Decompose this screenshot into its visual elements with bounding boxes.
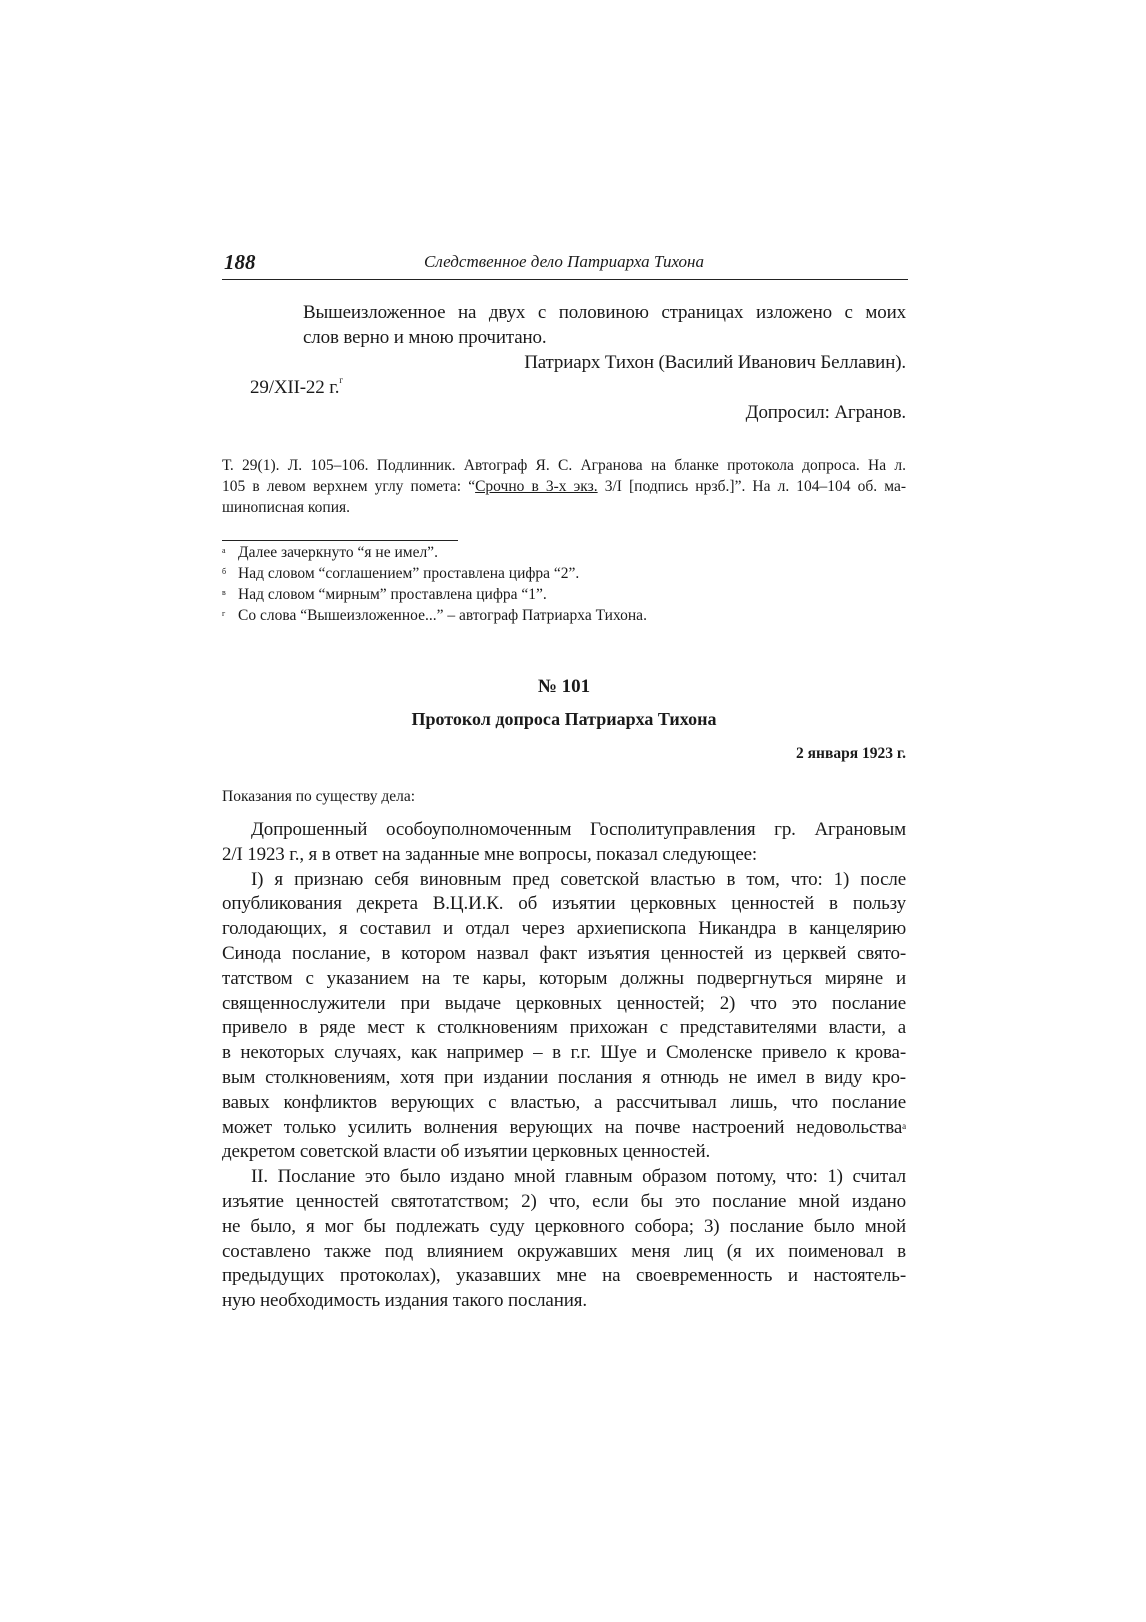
statement [303, 301, 906, 351]
paragraph [222, 868, 906, 1166]
body-line: Синода послание, в котором назвал факт изъятия ценностей из церквей свято- [222, 942, 906, 964]
footnote-rule [222, 540, 458, 541]
source-note: Т. 29(1). Л. 105–106. Подлинник. Автограф Я. С. Агранова на бланке протокола допроса. На л. 105 в левом верхнем углу помета: “Срочно в 3-х экз. 3/I [подпись нрзб.]”. На л. 104–104 об. ма- шинописная копия. [222, 457, 906, 516]
paragraph [222, 1165, 906, 1314]
body-line: священнослужители при выдаче церковных ценностей; 2) что это послание [222, 992, 906, 1014]
document-body [222, 818, 906, 1314]
body-line: II. Послание это было издано мной главным образом потому, что: 1) считал [251, 1166, 906, 1188]
body-line: татством с указанием на те кары, которым должны подвергнуться миряне и [222, 967, 906, 989]
page-number: 188 [224, 250, 256, 274]
footnote-mark: а [902, 1120, 906, 1131]
statement-line: Вышеизложенное на двух с половиною страницах изложено с моих [303, 302, 906, 323]
body-line: может только усилить волнения верующих на почве настроений недовольства$^а$ [222, 1116, 906, 1138]
body-line: опубликования декрета В.Ц.И.К. об изъятии церковных ценностей в пользу [222, 893, 906, 915]
body-line: в некоторых случаях, как например – в г.г. Шуе и Смоленске привело к крова- [222, 1042, 906, 1064]
body-line: изъятие ценностей святотатством; 2) что, если бы это послание мной издано [222, 1190, 906, 1212]
body-line: вым столкновениям, хотя при издании послания я отнюдь не имел в виду кро- [222, 1066, 906, 1088]
signature-date: 29/XII-22 г.$^г$ [250, 375, 343, 398]
underlined-text: Срочно в 3-х экз. [475, 478, 598, 495]
document-date: 2 января 1923 г. [796, 745, 906, 762]
document-title: Протокол допроса Патриарха Тихона [411, 709, 717, 729]
body-line: Допрошенный особоуполномоченным Госполитуправления гр. Аграновым [251, 819, 906, 840]
footnotes [222, 542, 647, 626]
signature: Патриарх Тихон (Василий Иванович Беллавин). [524, 352, 906, 373]
body-line: I) я признаю себя виновным пред советской властью в том, что: 1) после [251, 868, 906, 890]
section-label: Показания по существу дела: [222, 788, 416, 805]
statement-line: слов верно и мною прочитано. [303, 326, 547, 348]
document-number: № 101 [537, 676, 591, 697]
footnote: $^г$ Со слова “Вышеизложенное...” – автограф Патриарха Тихона. [222, 607, 647, 624]
body-line: привело в ряде мест к столкновениям прихожан с представителями власти, а [222, 1017, 906, 1039]
paragraph [222, 818, 906, 868]
body-line: составлено также под влиянием окружавших меня лиц (я их поименовал в [222, 1240, 906, 1262]
body-line: голодающих, я составил и отдал через архиепископа Никандра в канцелярию [222, 918, 906, 940]
header-rule [222, 279, 908, 280]
body-line: предыдущих протоколах), указавших мне на своевременность и настоятель- [222, 1265, 906, 1287]
body-line: вавых конфликтов верующих с властью, а рассчитывал лишь, что послание [222, 1091, 906, 1113]
body-line: не было, я мог бы подлежать суду церковного собора; 3) послание было мной [222, 1215, 906, 1237]
body-line: 2/I 1923 г., я в ответ на заданные мне вопросы, показал следующее: [222, 843, 758, 865]
running-title: Следственное дело Патриарха Тихона [424, 252, 704, 271]
footnote: $^а$ Далее зачеркнуто “я не имел”. [222, 544, 438, 561]
interrogator: Допросил: Агранов. [745, 402, 906, 423]
body-line: декретом советской власти об изъятии церковных ценностей. [222, 1141, 711, 1163]
footnote-mark: г [339, 375, 343, 385]
body-line: ную необходимость издания такого послания. [222, 1290, 587, 1312]
footnote: $^в$ Над словом “мирным” проставлена цифра “1”. [222, 586, 547, 603]
footnote: $^б$ Над словом “соглашением” проставлена цифра “2”. [222, 565, 580, 582]
